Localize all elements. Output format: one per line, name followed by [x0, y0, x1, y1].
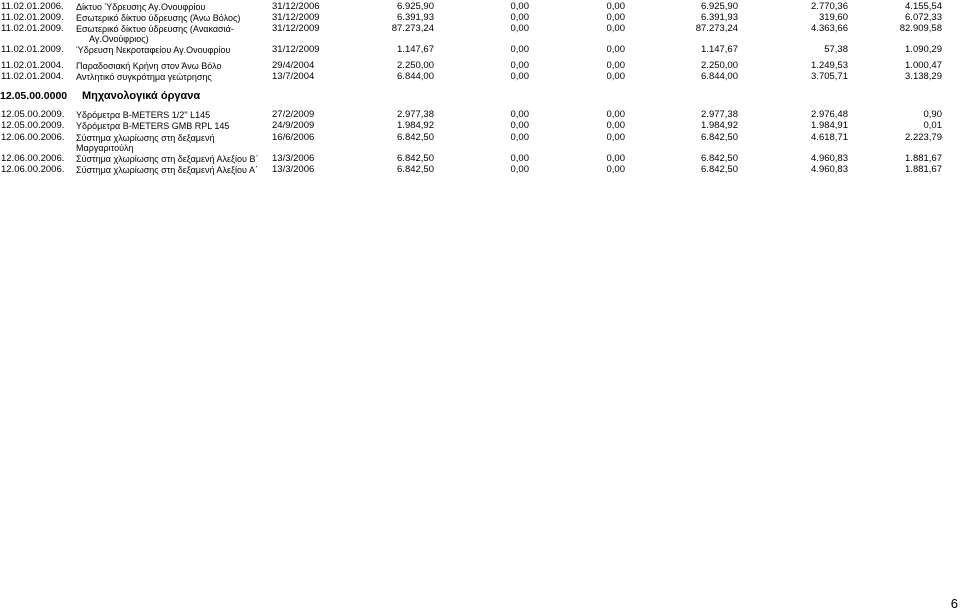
value-col-4: 87.273,24 [695, 23, 738, 34]
value-col-5: 4.363,66 [811, 23, 848, 34]
value-col-2: 0,00 [510, 23, 529, 34]
asset-description: Υδρόμετρα B-METERS 1/2'' L145 [76, 110, 211, 120]
value-col-1: 6.842,50 [397, 164, 434, 175]
value-col-2: 0,00 [510, 153, 529, 164]
value-col-2: 0,00 [510, 1, 529, 12]
value-col-5: 57,38 [824, 44, 848, 55]
value-col-4: 6.842,50 [701, 132, 738, 143]
asset-description: Σύστημα χλωρίωσης στη δεξαμενή Αλεξίου Α΄ [76, 165, 258, 175]
asset-code: 11.02.01.2009. [1, 23, 64, 34]
value-col-4: 6.842,50 [701, 164, 738, 175]
asset-code: 11.02.01.2004. [1, 71, 64, 82]
value-col-6: 6.072,33 [905, 12, 942, 23]
value-col-4: 6.391,93 [701, 12, 738, 23]
group-code: 12.05.00.0000 [0, 90, 68, 102]
asset-code: 11.02.01.2009. [1, 44, 64, 55]
value-col-2: 0,00 [510, 44, 529, 55]
value-col-3: 0,00 [606, 164, 625, 175]
acquisition-date: 27/2/2009 [272, 109, 315, 120]
value-col-5: 2.976,48 [811, 109, 848, 120]
value-col-2: 0,00 [510, 109, 529, 120]
asset-description-line-2: Μαργαριτούλη [76, 143, 134, 153]
acquisition-date: 31/12/2009 [272, 12, 320, 23]
asset-code: 11.02.01.2009. [1, 12, 64, 23]
value-col-3: 0,00 [606, 12, 625, 23]
acquisition-date: 16/6/2006 [272, 132, 315, 143]
value-col-4: 6.844,00 [701, 71, 738, 82]
acquisition-date: 29/4/2004 [272, 60, 315, 71]
value-col-6: 3.138,29 [905, 71, 942, 82]
value-col-1: 6.844,00 [397, 71, 434, 82]
table-row [0, 163, 960, 177]
asset-description: Παραδοσιακή Κρήνη στον Άνω Βόλο [76, 61, 222, 71]
value-col-1: 1.984,92 [397, 120, 434, 131]
asset-code: 12.06.00.2006. [1, 132, 65, 143]
asset-code: 12.05.00.2009. [1, 120, 65, 131]
asset-code: 12.06.00.2006. [1, 164, 65, 175]
value-col-6: 0,01 [923, 120, 942, 131]
value-col-5: 3.705,71 [811, 71, 848, 82]
value-col-3: 0,00 [606, 60, 625, 71]
value-col-4: 2.250,00 [701, 60, 738, 71]
value-col-1: 6.391,93 [397, 12, 434, 23]
acquisition-date: 13/3/2006 [272, 164, 315, 175]
value-col-3: 0,00 [606, 23, 625, 34]
value-col-5: 319,60 [818, 12, 848, 23]
asset-code: 11.02.01.2004. [1, 60, 64, 71]
asset-description: Εσωτερικό δίκτυο ύδρευσης (Ανακασιά- [76, 24, 234, 34]
asset-description: Ύδρευση Νεκροταφείου Αγ.Ονουφρίου [76, 45, 231, 55]
value-col-6: 1.090,29 [905, 44, 942, 55]
page-number: 6 [950, 596, 958, 611]
asset-description: Σύστημα χλωρίωσης στη δεξαμενή Αλεξίου Β΄ [76, 154, 259, 164]
value-col-5: 2.770,36 [811, 1, 848, 12]
value-col-6: 2.223,79 [905, 132, 942, 143]
value-col-1: 6.842,50 [397, 153, 434, 164]
value-col-1: 6.842,50 [397, 132, 434, 143]
value-col-3: 0,00 [606, 153, 625, 164]
acquisition-date: 31/12/2006 [272, 1, 320, 12]
value-col-1: 2.977,38 [397, 109, 434, 120]
value-col-6: 82.909,58 [899, 23, 942, 34]
acquisition-date: 31/12/2009 [272, 44, 320, 55]
value-col-3: 0,00 [606, 109, 625, 120]
acquisition-date: 31/12/2009 [272, 23, 320, 34]
value-col-3: 0,00 [606, 120, 625, 131]
value-col-6: 4.155,54 [905, 1, 942, 12]
value-col-3: 0,00 [606, 132, 625, 143]
group-title: Μηχανολογικά όργανα [82, 90, 201, 102]
asset-code: 12.05.00.2009. [1, 109, 65, 120]
value-col-1: 2.250,00 [397, 60, 434, 71]
value-col-3: 0,00 [606, 44, 625, 55]
value-col-3: 0,00 [606, 1, 625, 12]
value-col-1: 87.273,24 [391, 23, 434, 34]
value-col-3: 0,00 [606, 71, 625, 82]
value-col-5: 4.960,83 [811, 164, 848, 175]
value-col-2: 0,00 [510, 164, 529, 175]
table-row [0, 70, 960, 84]
value-col-5: 1.249,53 [811, 60, 848, 71]
asset-code: 11.02.01.2006. [1, 1, 64, 12]
value-col-4: 2.977,38 [701, 109, 738, 120]
value-col-6: 0,90 [923, 109, 942, 120]
value-col-2: 0,00 [510, 132, 529, 143]
value-col-2: 0,00 [510, 120, 529, 131]
value-col-4: 1.147,67 [701, 44, 738, 55]
asset-description-line-2: Αγ.Ονούφριος) [89, 34, 149, 44]
asset-description: Εσωτερικό δίκτυο ύδρευσης (Άνω Βόλος) [76, 13, 241, 23]
value-col-4: 1.984,92 [701, 120, 738, 131]
asset-description: Σύστημα χλωρίωσης στη δεξαμενή [76, 133, 215, 143]
value-col-1: 1.147,67 [397, 44, 434, 55]
value-col-2: 0,00 [510, 12, 529, 23]
asset-description: Υδρόμετρα B-METERS GMB RPL 145 [76, 121, 230, 131]
value-col-1: 6.925,90 [397, 1, 434, 12]
acquisition-date: 13/3/2006 [272, 153, 315, 164]
asset-code: 12.06.00.2006. [1, 153, 65, 164]
value-col-5: 4.960,83 [811, 153, 848, 164]
value-col-2: 0,00 [510, 60, 529, 71]
value-col-5: 4.618,71 [811, 132, 848, 143]
value-col-4: 6.842,50 [701, 153, 738, 164]
value-col-6: 1.000,47 [905, 60, 942, 71]
asset-description: Αντλητικό συγκρότημα γεώτρησης [76, 72, 212, 82]
acquisition-date: 24/9/2009 [272, 120, 315, 131]
value-col-4: 6.925,90 [701, 1, 738, 12]
value-col-6: 1.881,67 [905, 164, 942, 175]
value-col-2: 0,00 [510, 71, 529, 82]
table-row [0, 43, 960, 57]
asset-description: Δίκτυο Ύδρευσης Αγ.Ονουφρίου [76, 2, 206, 12]
acquisition-date: 13/7/2004 [272, 71, 315, 82]
value-col-5: 1.984,91 [811, 120, 848, 131]
value-col-6: 1.881,67 [905, 153, 942, 164]
